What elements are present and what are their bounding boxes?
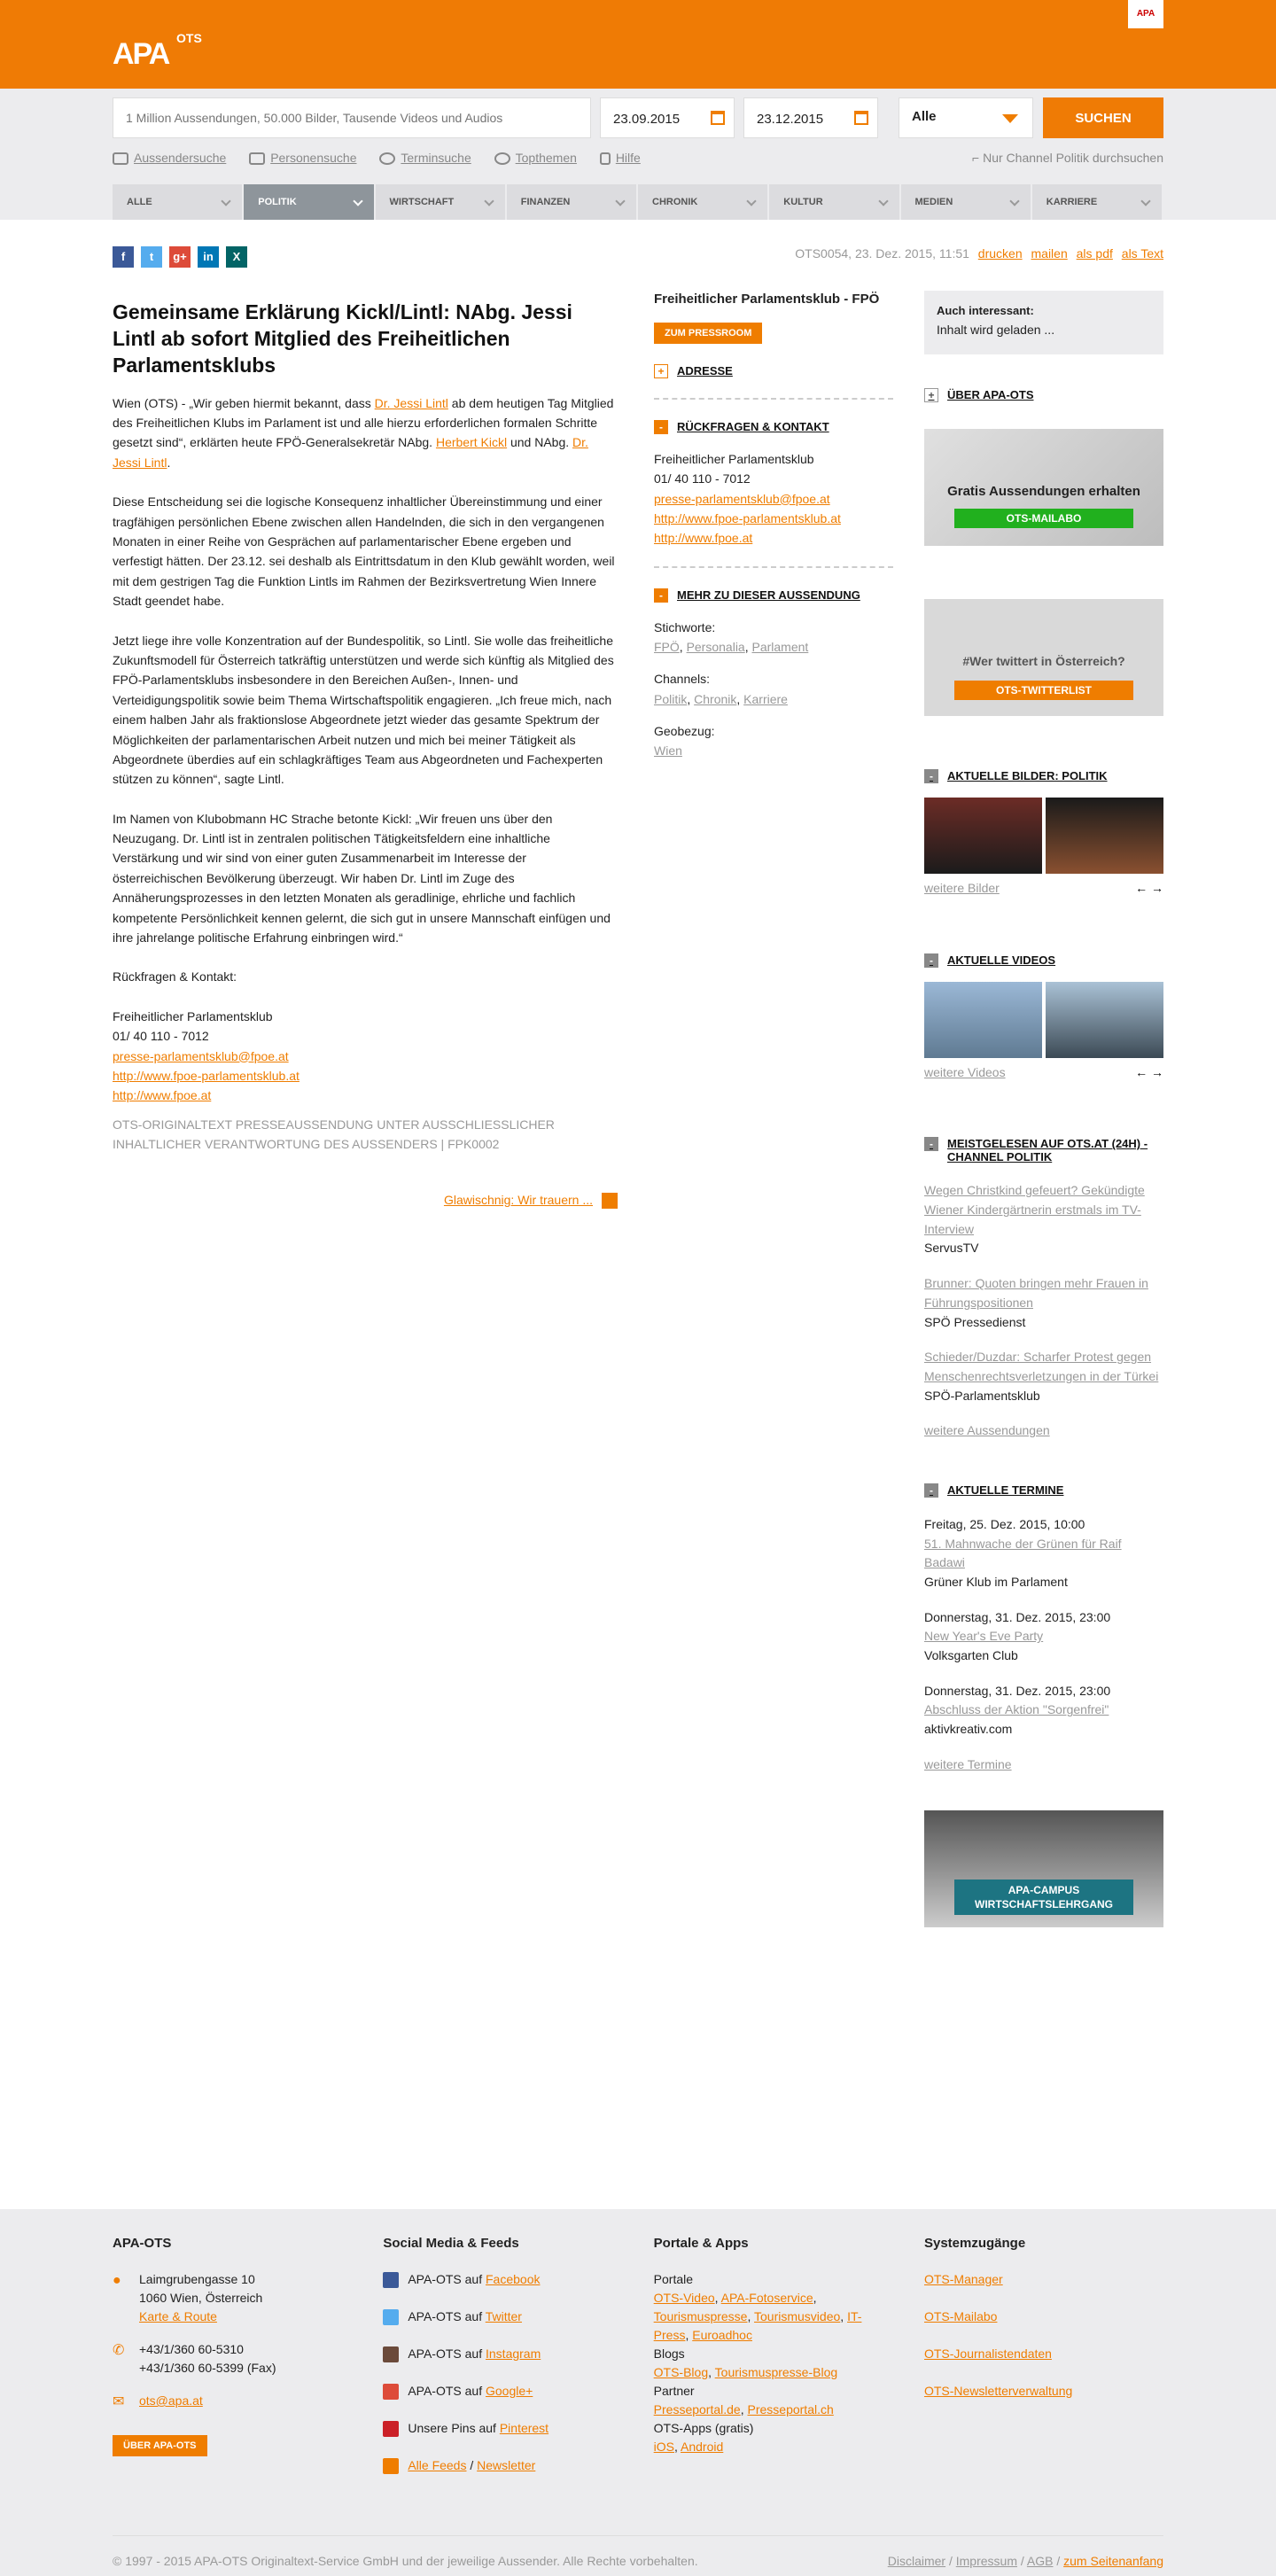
minus-icon: - — [924, 1137, 938, 1151]
search-button[interactable]: SUCHEN — [1043, 97, 1163, 138]
also-interesting-box — [924, 291, 1163, 354]
contact-mail-link[interactable]: presse-parlamentsklub@fpoe.at — [654, 491, 830, 506]
portal-link[interactable]: Euroadhoc — [692, 2328, 752, 2342]
copyright-text: © 1997 - 2015 APA-OTS Originaltext-Service GmbH und der jeweilige Aussender. Alle Rechte vorbehalten. — [113, 2554, 698, 2568]
copyright-bar: © 1997 - 2015 APA-OTS Originaltext-Service GmbH und der jeweilige Aussender. Alle Rechte vorbehalten. Disclaimer / Impressum / AGB / zum Seitenanfang — [113, 2535, 1163, 2572]
map-route-link[interactable]: Karte & Route — [139, 2309, 217, 2323]
twitter-icon — [383, 2309, 399, 2325]
section-label: MEISTGELESEN AUF OTS.AT (24H) - CHANNEL POLITIK — [947, 1137, 1148, 1164]
video-thumbnail[interactable] — [924, 982, 1042, 1058]
tab-medien[interactable]: MEDIEN — [901, 184, 1032, 220]
banner-text: #Wer twittert in Österreich? — [962, 654, 1125, 668]
carousel-arrows-icon[interactable]: ← → — [1135, 1064, 1163, 1079]
text: APA-OTS auf — [408, 2272, 486, 2286]
channel-nav — [113, 184, 1163, 220]
more-images-link[interactable]: weitere Bilder — [924, 881, 1000, 895]
pinterest-link[interactable]: Pinterest — [499, 2421, 549, 2435]
plus-icon[interactable]: + — [654, 364, 668, 378]
channel-link[interactable]: Chronik — [694, 691, 737, 706]
bilder-thumbnails — [924, 798, 1163, 874]
stichworte-label: Stichworte: — [654, 619, 716, 634]
contact-org: Freiheitlicher Parlamentsklub — [654, 451, 814, 466]
footer-mail-link[interactable]: ots@apa.at — [139, 2393, 203, 2408]
article-id: OTS0054, 23. Dez. 2015, 11:51 — [795, 246, 969, 261]
video-thumbnail[interactable] — [1046, 982, 1163, 1058]
mail-link[interactable]: mailen — [1031, 246, 1068, 261]
contact-phone: 01/ 40 110 - 7012 — [113, 1029, 209, 1044]
next-article[interactable] — [113, 1190, 618, 1210]
article — [113, 300, 618, 1210]
minus-icon[interactable]: - — [654, 420, 668, 434]
twitterlist-button[interactable]: OTS-TWITTERLIST — [954, 681, 1133, 700]
text-link[interactable]: als Text — [1121, 246, 1163, 261]
kontakt-toggle[interactable]: RÜCKFRAGEN & KONTAKT — [677, 420, 829, 434]
article-paragraph — [113, 393, 618, 473]
minus-icon: - — [924, 769, 938, 783]
category-select-value: Alle — [912, 109, 937, 124]
date-to-field[interactable] — [743, 97, 878, 138]
feeds-link[interactable]: Alle Feeds — [408, 2458, 467, 2472]
photo-thumbnail[interactable] — [924, 798, 1042, 874]
facebook-icon — [383, 2272, 399, 2288]
text: Unsere Pins auf — [408, 2421, 500, 2435]
portal-link[interactable]: OTS-Video — [653, 2291, 715, 2305]
contact-phone: 01/ 40 110 - 7012 — [654, 471, 751, 486]
calendar-icon[interactable] — [711, 111, 725, 125]
twitter-banner[interactable] — [924, 599, 1163, 716]
google-plus-link[interactable]: Google+ — [486, 2384, 533, 2398]
event-location: aktivkreativ.com — [924, 1722, 1013, 1737]
link-label: Personensuche — [270, 151, 357, 165]
person-link[interactable]: Dr. Jessi Lintl — [113, 435, 588, 470]
footer-col-apa-ots — [113, 2236, 352, 2494]
share-bar — [113, 246, 247, 268]
text: APA-OTS auf — [408, 2346, 486, 2361]
list-item — [924, 1181, 1163, 1258]
contact-heading: Rückfragen & Kontakt: — [113, 969, 237, 984]
text: Wien (OTS) - „Wir geben hiermit bekannt, dass — [113, 395, 375, 410]
aussendersuche-link[interactable] — [113, 149, 226, 168]
list-item — [924, 1682, 1163, 1739]
agb-link[interactable]: AGB — [1026, 2554, 1054, 2568]
sender-info — [654, 291, 893, 779]
logo-text: APA — [113, 37, 169, 71]
footer-heading: APA-OTS — [113, 2236, 172, 2251]
instagram-icon — [383, 2346, 399, 2362]
partner-link[interactable]: Presseportal.ch — [747, 2402, 834, 2416]
termine-section-title[interactable] — [924, 1483, 1163, 1498]
back-to-top-link[interactable]: zum Seitenanfang — [1063, 2554, 1163, 2568]
portal-link[interactable]: IT-Press — [653, 2309, 862, 2342]
disclaimer: OTS-ORIGINALTEXT PRESSEAUSSENDUNG UNTER AUSSCHLIESSLICHER INHALTLICHER VERANTWORTUNG DES AUSSENDERS | FPK0002 — [113, 1117, 555, 1152]
address-line: 1060 Wien, Österreich — [139, 2291, 263, 2305]
instagram-link[interactable]: Instagram — [486, 2346, 541, 2361]
channel-link[interactable]: Karriere — [743, 691, 788, 706]
most-read-list — [924, 1181, 1163, 1441]
topthemen-link[interactable] — [494, 149, 577, 168]
section-label: AKTUELLE BILDER: POLITIK — [947, 769, 1108, 782]
videos-section-title[interactable] — [924, 953, 1163, 968]
linkedin-icon[interactable]: in — [198, 246, 219, 268]
more-events-link[interactable]: weitere Termine — [924, 1756, 1012, 1771]
article-title: Gemeinsame Erklärung Kickl/Lintl: NAbg. Jessi Lintl ab sofort Mitglied des Freiheitlichen Parlamentsklubs — [113, 300, 572, 377]
phone-number: +43/1/360 60-5310 — [139, 2342, 244, 2356]
tab-wirtschaft[interactable]: WIRTSCHAFT — [376, 184, 507, 220]
article-paragraph: Diese Entscheidung sei die logische Konsequenz inhaltlicher Übereinstimmung und einer tragfähigen persönlichen Ebene zwischen allen Handelnden, die sich in den vergangenen Monaten in einer Reihe von Gesprächen auf parlamentarischer Ebene ergeben und verfestigt hätten. Der 23.12. sei deshalb als Eintrittsdatum in den Klub gewählt worden, weil mit dem gestrigen Tag die Funktion Lintls im Rahmen der Bezirksvertretung Wien Innere Stadt geendet habe. — [113, 494, 615, 609]
twitter-icon[interactable]: t — [141, 246, 162, 268]
contact-web-link[interactable]: http://www.fpoe-parlamentsklub.at — [654, 511, 841, 526]
carousel-arrows-icon[interactable]: ← → — [1135, 881, 1163, 895]
apa-ots-logo[interactable] — [113, 31, 202, 71]
calendar-icon[interactable] — [854, 111, 868, 125]
event-link[interactable]: New Year's Eve Party — [924, 1629, 1044, 1644]
person-link[interactable]: Herbert Kickl — [435, 435, 508, 450]
mehr-section: - MEHR ZU DIESER AUSSENDUNG Stichworte: FPÖ, Personalia, Parlament Channels: Politik, Chronik, Karriere Geobezug: Wien — [654, 568, 893, 779]
search-input[interactable] — [113, 97, 591, 138]
system-link[interactable]: OTS-Newsletterverwaltung — [923, 2384, 1073, 2398]
article-meta — [795, 245, 1163, 264]
tab-finanzen[interactable]: FINANZEN — [507, 184, 638, 220]
tab-kultur[interactable]: KULTUR — [769, 184, 900, 220]
box-title: Auch interessant: — [937, 304, 1034, 317]
contact-mail-link[interactable]: presse-parlamentsklub@fpoe.at — [113, 1048, 289, 1063]
mailabo-banner[interactable] — [924, 429, 1163, 546]
system-link[interactable]: OTS-Manager — [923, 2272, 1003, 2286]
tab-karriere[interactable]: KARRIERE — [1032, 184, 1163, 220]
footer-col-system — [924, 2236, 1163, 2494]
mehr-toggle[interactable]: MEHR ZU DIESER AUSSENDUNG — [677, 588, 860, 602]
pdf-link[interactable]: als pdf — [1076, 246, 1113, 261]
fax-number: +43/1/360 60-5399 (Fax) — [139, 2361, 276, 2375]
source: ServusTV — [924, 1241, 979, 1256]
people-icon — [249, 152, 265, 165]
list-item — [924, 1274, 1163, 1332]
channels-label: Channels: — [654, 672, 711, 687]
section-label: ÜBER APA-OTS — [947, 388, 1034, 401]
more-videos-link[interactable]: weitere Videos — [924, 1064, 1006, 1079]
geobezug-label: Geobezug: — [654, 724, 715, 739]
meistgelesen-section-title[interactable] — [924, 1137, 1163, 1163]
adresse-section — [654, 344, 893, 401]
minus-icon: - — [924, 1483, 938, 1498]
app-link[interactable]: Android — [681, 2440, 724, 2454]
disclaimer-link[interactable]: Disclaimer — [887, 2554, 946, 2568]
event-link[interactable]: 51. Mahnwache der Grünen für Raif Badawi — [924, 1536, 1122, 1570]
right-sidebar — [924, 291, 1163, 1927]
link-label: Aussendersuche — [134, 151, 227, 165]
blog-link[interactable]: OTS-Blog — [653, 2365, 709, 2379]
search-area — [0, 89, 1276, 220]
list-item — [924, 1348, 1163, 1405]
compass-icon — [494, 152, 510, 165]
event-date: Freitag, 25. Dez. 2015, 10:00 — [924, 1516, 1085, 1531]
mail-icon: ✉ — [113, 2394, 125, 2409]
campus-button[interactable]: APA-CAMPUS WIRTSCHAFTSLEHRGANG — [954, 1879, 1133, 1915]
event-location: Grüner Klub im Parlament — [924, 1575, 1068, 1589]
person-link[interactable]: Dr. Jessi Lintl — [374, 395, 448, 410]
date-from-value: 23.09.2015 — [613, 112, 681, 127]
group-label: Partner — [653, 2384, 695, 2398]
document-icon — [600, 152, 611, 165]
ueber-apa-ots-toggle[interactable] — [924, 388, 1163, 402]
header — [0, 0, 1276, 89]
bilder-section-title[interactable] — [924, 769, 1163, 783]
event-date: Donnerstag, 31. Dez. 2015, 23:00 — [924, 1609, 1111, 1624]
plus-icon: + — [924, 388, 938, 402]
most-read-link[interactable]: Brunner: Quoten bringen mehr Frauen in Führungspositionen — [924, 1276, 1148, 1310]
rss-icon — [383, 2458, 399, 2474]
search-links — [113, 149, 1163, 170]
google-plus-icon — [383, 2384, 399, 2400]
contact-web-link[interactable]: http://www.fpoe.at — [113, 1088, 212, 1103]
list-item — [924, 1608, 1163, 1666]
terminsuche-link[interactable] — [379, 149, 471, 168]
tab-alle[interactable]: ALLE — [113, 184, 244, 220]
text: . — [167, 455, 171, 470]
app-link[interactable]: iOS — [653, 2440, 674, 2454]
source: SPÖ-Parlamentsklub — [924, 1388, 1040, 1403]
source: SPÖ Pressedienst — [924, 1314, 1026, 1329]
system-link[interactable]: OTS-Journalistendaten — [923, 2346, 1052, 2361]
partner-link[interactable]: Presseportal.de — [653, 2402, 741, 2416]
date-from-field[interactable] — [600, 97, 735, 138]
most-read-link[interactable]: Schieder/Duzdar: Scharfer Protest gegen Menschenrechtsverletzungen in der Türkei — [924, 1350, 1159, 1383]
hilfe-link[interactable] — [600, 149, 641, 168]
address-line: Laimgrubengasse 10 — [139, 2272, 255, 2286]
footer-heading: Systemzugänge — [923, 2236, 1026, 2251]
link-label: Topthemen — [515, 151, 577, 165]
tag-link[interactable]: Parlament — [751, 639, 809, 654]
footer-heading: Social Media & Feeds — [383, 2236, 519, 2251]
section-label: AKTUELLE TERMINE — [947, 1483, 1064, 1497]
building-icon — [113, 152, 128, 165]
about-apa-ots-button[interactable]: ÜBER APA-OTS — [113, 2435, 207, 2456]
sender-name: Freiheitlicher Parlamentsklub - FPÖ — [654, 292, 880, 307]
group-label: OTS-Apps (gratis) — [653, 2421, 754, 2435]
footer — [0, 2209, 1276, 2576]
event-date: Donnerstag, 31. Dez. 2015, 23:00 — [924, 1683, 1111, 1698]
phone-icon: ✆ — [113, 2343, 125, 2358]
impressum-link[interactable]: Impressum — [955, 2554, 1017, 2568]
video-thumbnails — [924, 982, 1163, 1058]
minus-icon: - — [924, 953, 938, 968]
list-item — [924, 1515, 1163, 1592]
date-to-value: 23.12.2015 — [757, 112, 824, 127]
event-location: Volksgarten Club — [924, 1648, 1018, 1663]
link-label: Terminsuche — [401, 151, 471, 165]
contact-block — [113, 1007, 618, 1106]
category-select[interactable] — [899, 97, 1033, 138]
clock-icon — [379, 152, 395, 165]
twitter-link[interactable]: Twitter — [485, 2309, 522, 2323]
tab-politik[interactable]: POLITIK — [244, 184, 375, 220]
more-releases-link[interactable]: weitere Aussendungen — [924, 1423, 1050, 1438]
text: und NAbg. — [507, 435, 573, 450]
events-list — [924, 1515, 1163, 1775]
portal-link[interactable]: Tourismuspresse — [653, 2309, 748, 2323]
tag-link[interactable]: Personalia — [686, 639, 745, 654]
mailabo-button[interactable]: OTS-MAILABO — [954, 509, 1133, 528]
channel-only-checkbox[interactable]: ⌐ Nur Channel Politik durchsuchen — [972, 151, 1163, 165]
group-label: Portale — [653, 2272, 694, 2286]
bilder-more — [924, 879, 1163, 899]
channel-only-label: Nur Channel Politik durchsuchen — [983, 151, 1163, 165]
next-article-link[interactable]: Glawischnig: Wir trauern ... — [443, 1192, 593, 1207]
kontakt-section — [654, 400, 893, 568]
event-link[interactable]: Abschluss der Aktion "Sorgenfrei" — [924, 1702, 1109, 1717]
channel-link[interactable]: Politik — [654, 691, 688, 706]
logo-suffix: OTS — [176, 31, 202, 45]
most-read-link[interactable]: Wegen Christkind gefeuert? Gekündigte Wiener Kindergärtnerin erstmals im TV-Interview — [924, 1183, 1145, 1236]
xing-icon[interactable]: X — [226, 246, 247, 268]
system-link[interactable]: OTS-Mailabo — [923, 2309, 998, 2323]
minus-icon[interactable]: - — [654, 588, 668, 603]
text: ab dem heutigen Tag Mitglied des Freiheitlichen Klubs im Parlament ist und alle hierzu erforderlichen formalen Schritte gesetzt sind“, erklärten heute FPÖ-Generalsekretär NAbg. — [113, 395, 614, 450]
text: APA-OTS auf — [408, 2384, 486, 2398]
contact-org: Freiheitlicher Parlamentsklub — [113, 1008, 273, 1023]
apa-small-logo[interactable]: APA — [1128, 0, 1163, 28]
pinterest-icon — [383, 2421, 399, 2437]
link-label: Hilfe — [615, 151, 641, 165]
loading-text: Inhalt wird geladen ... — [937, 322, 1055, 337]
photo-thumbnail[interactable] — [1046, 798, 1163, 874]
blog-link[interactable]: Tourismuspresse-Blog — [714, 2365, 838, 2379]
footer-col-portale: Portale & Apps Portale OTS-Video, APA-Fotoservice, Tourismuspresse, Tourismusvideo, IT-Press, Euroadhoc Blogs OTS-Blog, Tourismuspresse-Blog Partner Presseportal.de, Presseportal.ch OTS-Apps (gratis) iOS, Android — [654, 2236, 893, 2494]
facebook-icon[interactable]: f — [113, 246, 134, 268]
main-content — [113, 220, 1163, 2209]
chevron-down-icon — [1002, 114, 1018, 123]
footer-heading: Portale & Apps — [653, 2236, 749, 2251]
personensuche-link[interactable] — [249, 149, 356, 168]
tab-chronik[interactable]: CHRONIK — [638, 184, 769, 220]
contact-web-link[interactable]: http://www.fpoe.at — [654, 531, 753, 546]
pressroom-button[interactable]: ZUM PRESSROOM — [654, 323, 762, 344]
apa-campus-banner[interactable] — [924, 1810, 1163, 1927]
facebook-link[interactable]: Facebook — [486, 2272, 541, 2286]
adresse-toggle[interactable]: ADRESSE — [677, 363, 733, 377]
section-label: AKTUELLE VIDEOS — [947, 953, 1056, 967]
newsletter-link[interactable]: Newsletter — [477, 2458, 536, 2472]
print-link[interactable]: drucken — [977, 246, 1023, 261]
footer-col-social: Social Media & Feeds APA-OTS auf Facebook APA-OTS auf Twitter APA-OTS auf Instagram APA-OTS auf Google+ Unsere Pins auf Pinterest Alle Feeds / Newsletter — [383, 2236, 622, 2494]
contact-web-link[interactable]: http://www.fpoe-parlamentsklub.at — [113, 1069, 300, 1083]
arrow-right-icon[interactable] — [602, 1193, 618, 1209]
portal-link[interactable]: Tourismusvideo — [754, 2309, 841, 2323]
text: APA-OTS auf — [408, 2309, 486, 2323]
article-paragraph: Im Namen von Klubobmann HC Strache betonte Kickl: „Wir freuen uns über den Neuzugang. Dr. Lintl ist in zentralen politischen Tätigkeitsfeldern eine inhaltliche Verstärkung und wir sind von einer guten Zusammenarbeit im Interesse der österreichischen Bevölkerung überzeugt. Wir haben Dr. Lintl im Zuge des Annäherungsprozesses in den letzten Monaten als geradlinige, ehrliche und fachlich kompetente Persönlichkeit kennen gelernt, die sich gut in unsere Mannschaft einfügen und ihre jahrelange politische Erfahrung einbringen wird.“ — [113, 811, 611, 946]
tag-link[interactable]: FPÖ — [654, 639, 680, 654]
geo-link[interactable]: Wien — [654, 743, 682, 759]
article-paragraph: Jetzt liege ihre volle Konzentration auf der Bundespolitik, so Lintl. Sie wolle das freiheitliche Zukunftsmodell für Österreich tatkräftig unterstützen und werde sich künftig als Mitglied des FPÖ-Parlamentsklubs insbesondere in den Bereichen Außen-, Innen- und Verteidigungspolitik sowie beim Thema Wirtschaftspolitik engagieren. „Ich freue mich, nach einem halben Jahr als fraktionslose Abgeordnete jetzt wieder das gesamte Spektrum der Möglichkeiten der parlamentarischen Arbeit nutzen und mich bei meiner Tätigkeit als Abgeordnete überdies auf ein schlagkräftiges Team aus Abgeordneten und Fachexperten stützen zu können“, sagte Lintl. — [113, 633, 614, 787]
group-label: Blogs — [653, 2346, 685, 2361]
location-icon: ● — [113, 2273, 121, 2288]
videos-more — [924, 1063, 1163, 1083]
portal-link[interactable]: APA-Fotoservice — [720, 2291, 813, 2305]
google-plus-icon[interactable]: g+ — [169, 246, 191, 268]
banner-text: Gratis Aussendungen erhalten — [947, 484, 1140, 499]
